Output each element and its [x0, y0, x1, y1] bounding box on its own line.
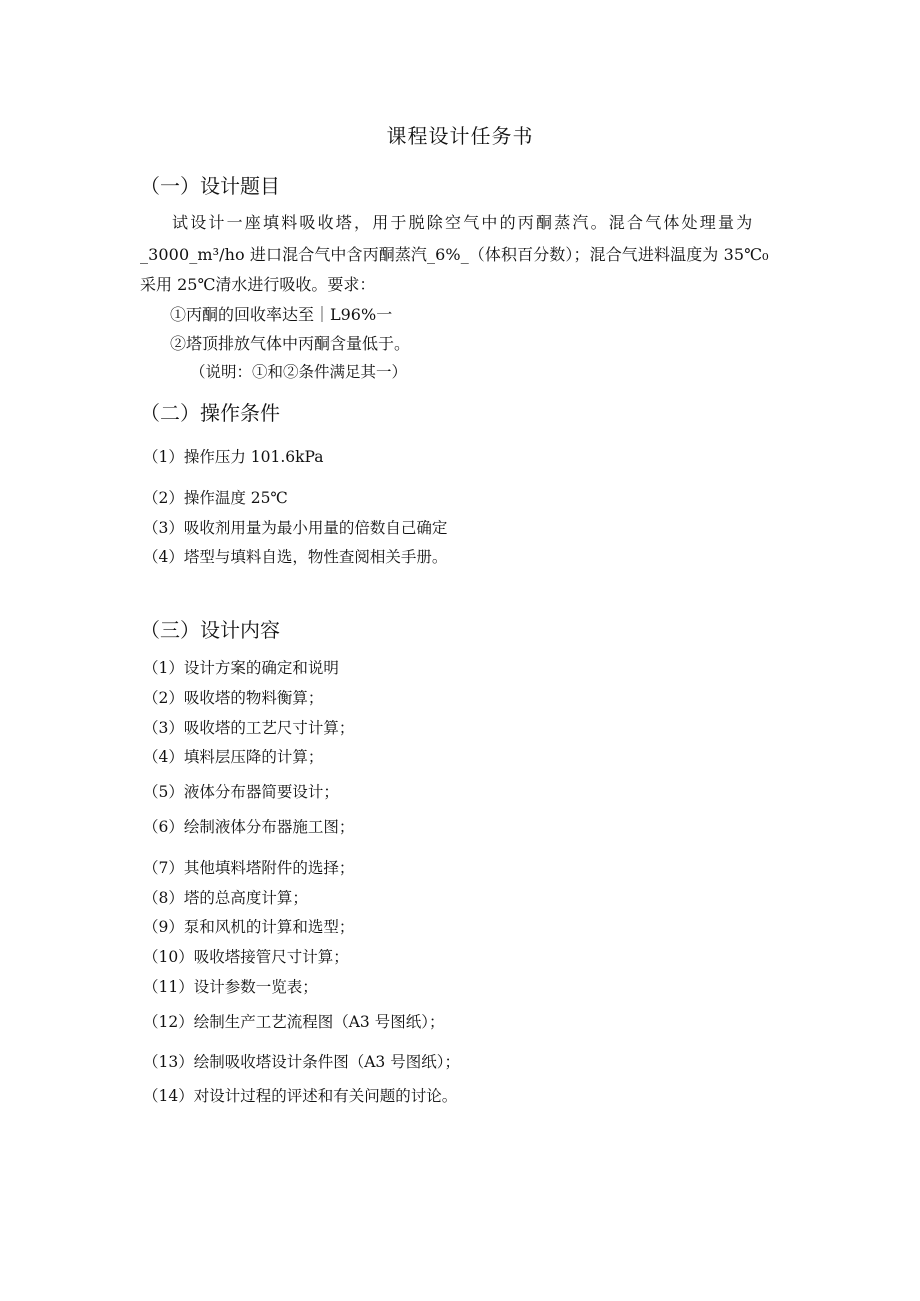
- list-item: （4）填料层压降的计算；: [143, 748, 324, 766]
- list-item: （3）吸收剂用量为最小用量的倍数自己确定: [143, 519, 448, 537]
- list-item: （1）设计方案的确定和说明: [143, 659, 339, 677]
- requirement-2: ②塔顶排放气体中丙酮含量低于。: [170, 334, 411, 353]
- list-item: （2）操作温度 25℃: [143, 489, 288, 507]
- document-title: 课程设计任务书: [386, 124, 534, 148]
- paragraph-line: 试设计一座填料吸收塔，用于脱除空气中的丙酮蒸汽。混合气体处理量为: [172, 213, 755, 232]
- section-heading-operating-conditions: （二）操作条件: [140, 401, 280, 425]
- section-heading-design-content: （三）设计内容: [140, 618, 280, 642]
- list-item: （4）塔型与填料自选，物性查阅相关手册。: [143, 548, 448, 566]
- requirement-1: ①丙酮的回收率达至｜L96%一: [170, 305, 393, 324]
- list-item: （7）其他填料塔附件的选择；: [143, 859, 355, 877]
- list-item: （10）吸收塔接管尺寸计算；: [143, 948, 349, 966]
- list-item: （2）吸收塔的物料衡算；: [143, 689, 324, 707]
- list-item: （9）泵和风机的计算和选型；: [143, 918, 355, 936]
- list-item: （13）绘制吸收塔设计条件图（A3 号图纸）；: [143, 1053, 460, 1071]
- list-item: （1）操作压力 101.6kPa: [143, 448, 324, 466]
- requirement-note: （说明：①和②条件满足其一）: [190, 363, 408, 381]
- paragraph-line: _3000_m³/ho 进口混合气中含丙酮蒸汽_6%_（体积百分数）；混合气进料温度为 35℃₀: [140, 245, 769, 264]
- list-item: （11）设计参数一览表；: [143, 978, 318, 996]
- list-item: （5）液体分布器简要设计；: [143, 783, 339, 801]
- list-item: （8）塔的总高度计算；: [143, 889, 308, 907]
- list-item: （12）绘制生产工艺流程图（A3 号图纸）；: [143, 1013, 445, 1031]
- paragraph-line: 采用 25℃清水进行吸收。要求：: [140, 275, 376, 294]
- list-item: （6）绘制液体分布器施工图；: [143, 818, 355, 836]
- section-heading-design-topic: （一）设计题目: [140, 174, 280, 198]
- list-item: （3）吸收塔的工艺尺寸计算；: [143, 719, 355, 737]
- list-item: （14）对设计过程的评述和有关问题的讨论。: [143, 1087, 458, 1105]
